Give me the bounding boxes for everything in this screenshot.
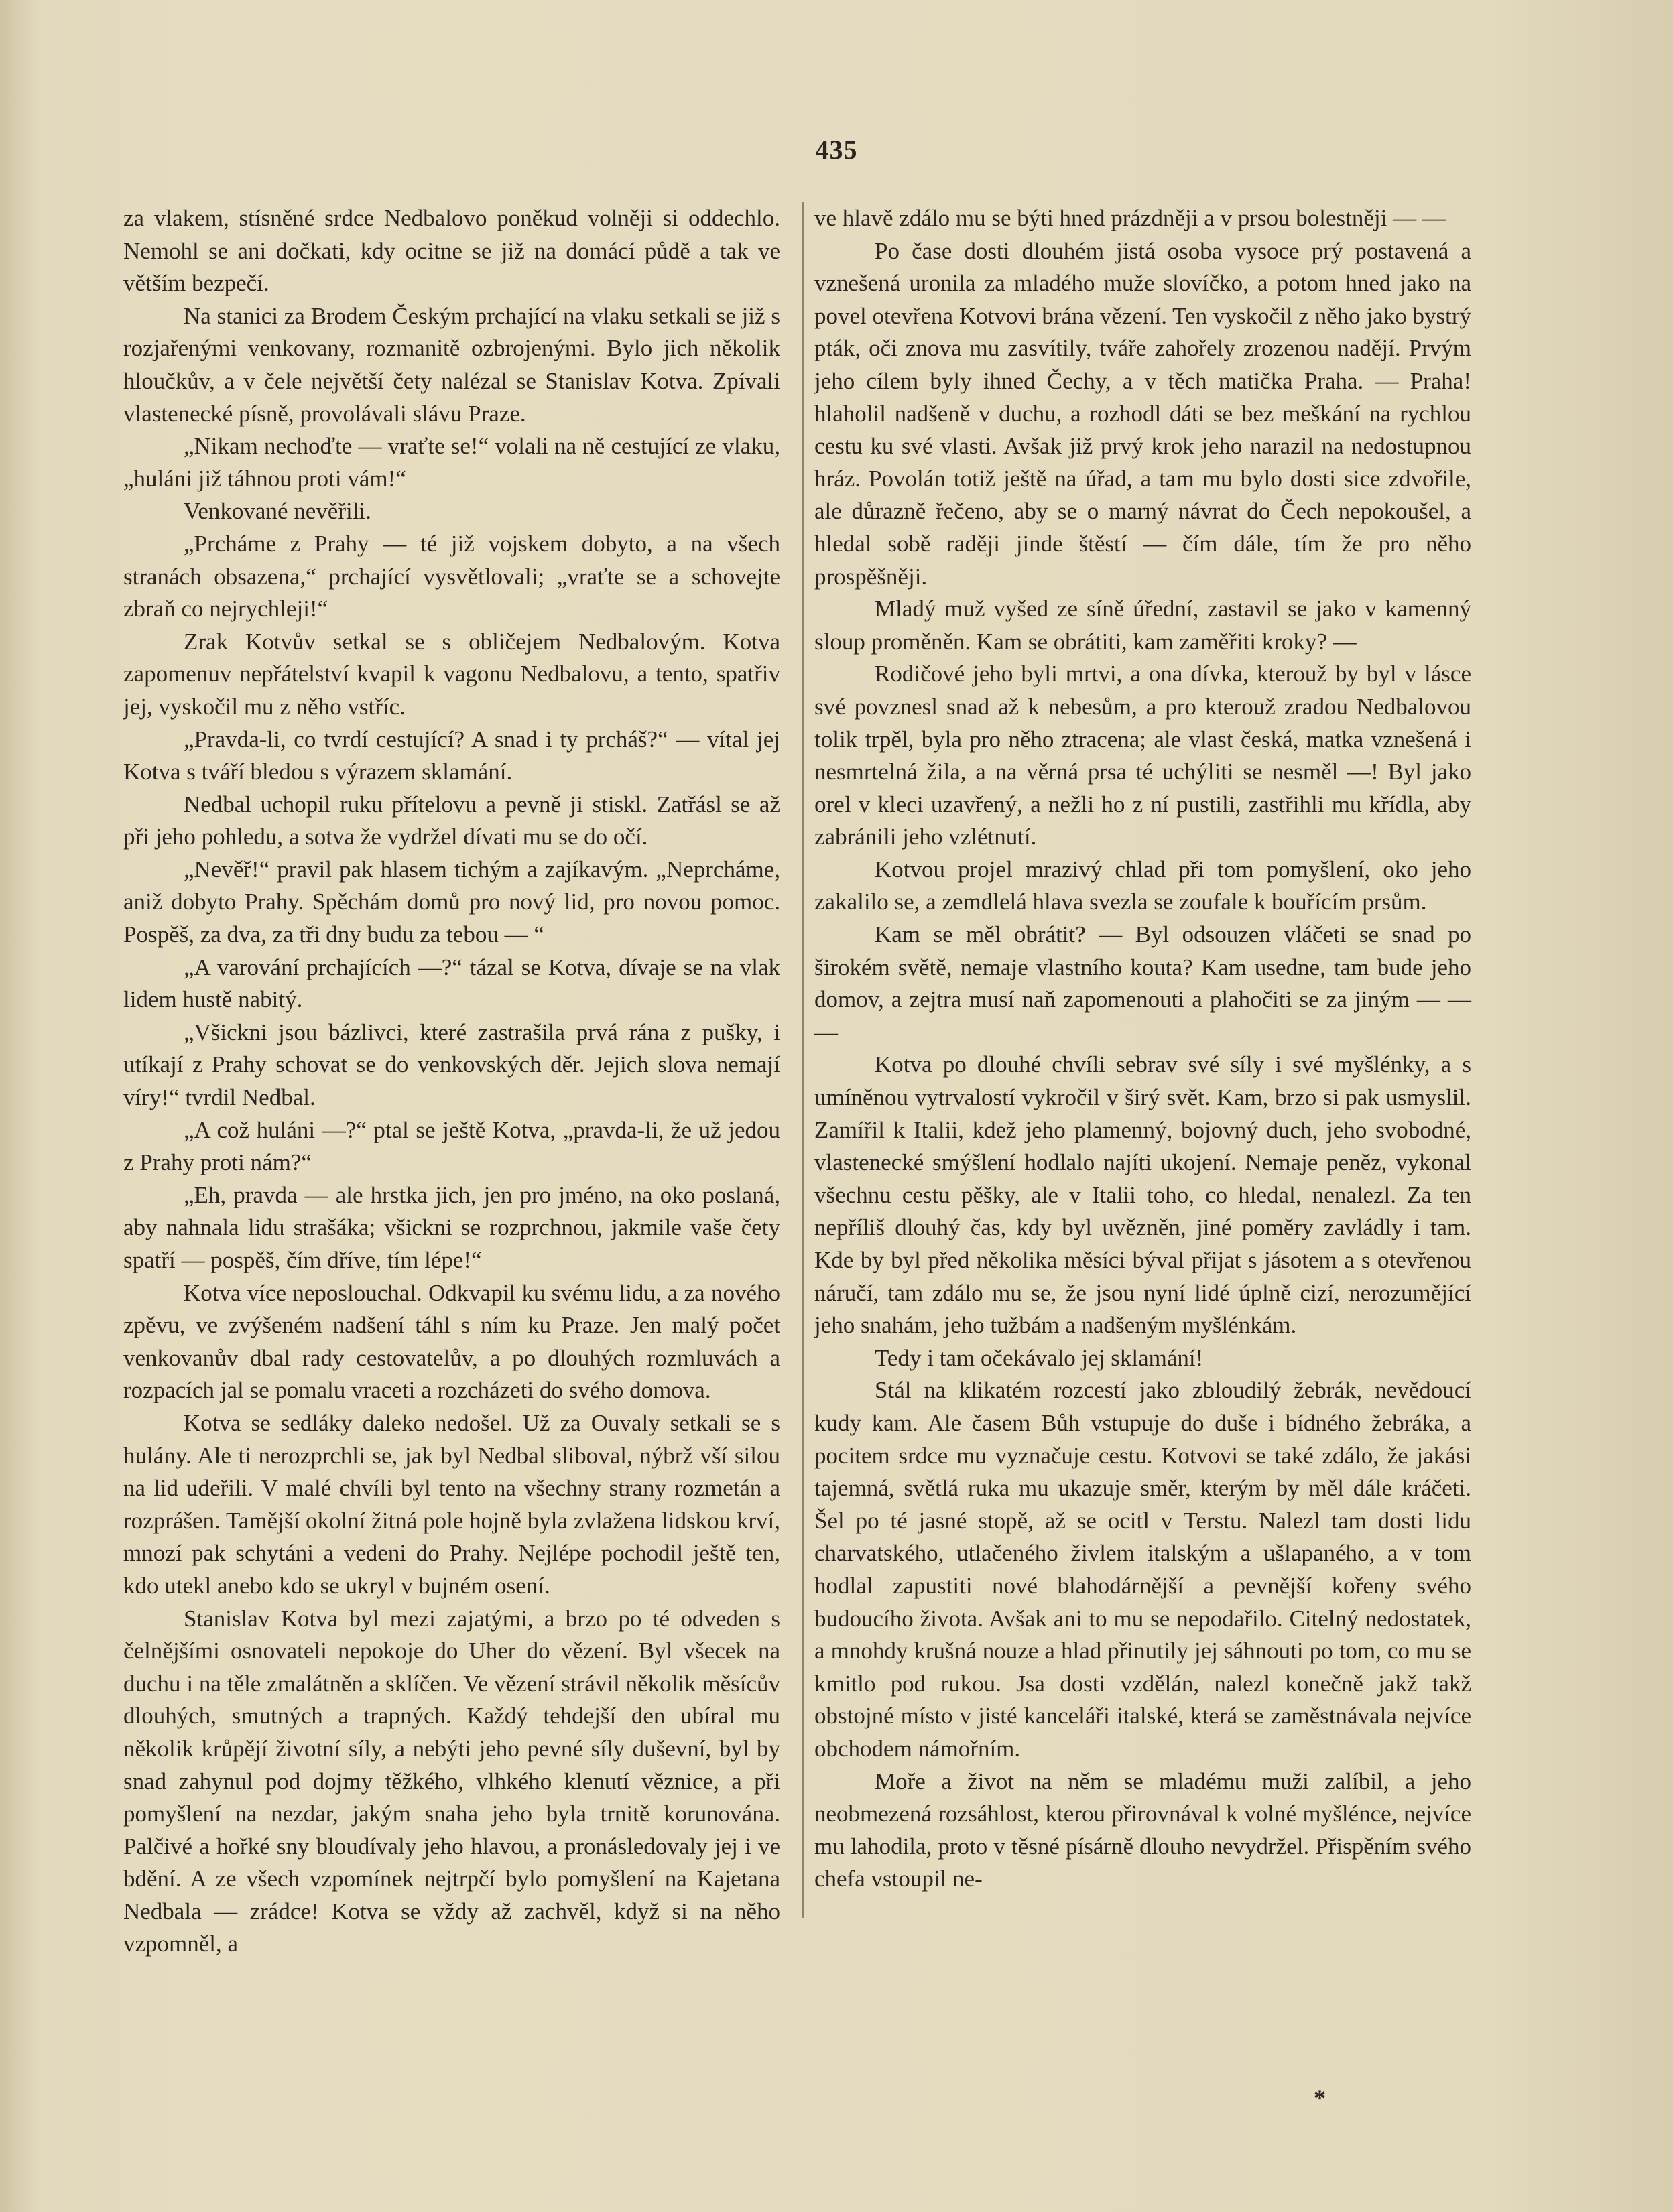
- paragraph: „A varování prchajících —?“ tázal se Kotva, dívaje se na vlak lidem hustě nabitý.: [123, 954, 780, 1013]
- left-column: [123, 202, 780, 1961]
- paragraph: ve hlavě zdálo mu se býti hned prázdněji a v prsou bolestněji — —: [814, 205, 1446, 231]
- paragraph: Tedy i tam očekávalo jej sklamání!: [875, 1344, 1204, 1371]
- paragraph: Nedbal uchopil ruku přítelovu a pevně ji stiskl. Zatřásl se až při jeho pohledu, a sotva že vydržel dívati mu se do očí.: [123, 791, 780, 850]
- paragraph: Stál na klikatém rozcestí jako zbloudilý žebrák, nevědoucí kudy kam. Ale časem Bůh vstupuje do duše i bídného žebráka, a pocitem srdce mu vyznačuje cestu. Kotvovi se také zdálo, že jakási tajemná, světlá ruka mu ukazuje směr, kterým by měl dále kráčeti. Šel po té jasné stopě, až se ocitl v Terstu. Nalezl tam dosti lidu charvatského, utlačeného živlem italským a ušlapaného, a v tom hodlal zapustiti nové blahodárnější a pevnější kořeny svého budoucího života. Avšak ani to mu se nepodařilo. Citelný nedostatek, a mnohdy krušná nouze a hlad přinutily jej sáhnouti po tom, co mu se kmitlo pod rukou. Jsa dosti vzdělán, nalezl konečně jakž takž obstojné místo v jisté kanceláři italské, která se zaměstnávala nejvíce obchodem námořním.: [814, 1377, 1471, 1762]
- paragraph: Kam se měl obrátit? — Byl odsouzen vláčeti se snad po širokém světě, nemaje vlastního kouta? Kam usedne, tam bude jeho domov, a zejtra musí naň zapomenouti a plahočiti se za jiným — — —: [814, 921, 1471, 1045]
- right-column: [814, 202, 1471, 1896]
- paragraph: za vlakem, stísněné srdce Nedbalovo poněkud volněji si oddechlo. Nemohl se ani dočkati, kdy ocitne se již na domácí půdě a tak ve větším bezpečí.: [123, 205, 780, 297]
- paragraph: Zrak Kotvův setkal se s obličejem Nedbalovým. Kotva zapomenuv nepřátelství kvapil k vagonu Nedbalovu, a tento, spatřiv jej, vyskočil mu z něho vstříc.: [123, 628, 780, 720]
- paragraph: „A což huláni —?“ ptal se ještě Kotva, „pravda-li, že už jedou z Prahy proti nám?“: [123, 1116, 780, 1176]
- paragraph: Na stanici za Brodem Českým prchající na vlaku setkali se již s rozjařenými venkovany, rozmanitě ozbrojenými. Bylo jich několik hloučkův, a v čele největší čety nalézal se Stanislav Kotva. Zpívali vlastenecké písně, provolávali slávu Praze.: [123, 302, 780, 427]
- page-number: 435: [815, 135, 858, 165]
- paragraph: „Prcháme z Prahy — té již vojskem dobyto, a na všech stranách obsazena,“ prchající vysvětlovali; „vraťte se a schovejte zbraň co nejrychleji!“: [123, 530, 780, 623]
- paragraph: Kotva více neposlouchal. Odkvapil ku svému lidu, a za nového zpěvu, ve zvýšeném nadšení táhl s ním ku Praze. Jen malý počet venkovanův dbal rady cestovatelův, a po dlouhých rozmluvách a rozpacích jal se pomalu vraceti a rozcházeti do svého domova.: [123, 1279, 780, 1404]
- paragraph: Kotva se sedláky daleko nedošel. Už za Ouvaly setkali se s hulány. Ale ti nerozprchli se, jak byl Nedbal sliboval, nýbrž vší silou na lid udeřili. V malé chvíli byl tento na všechny strany rozmetán a rozprášen. Tamější okolní žitná pole hojně byla zvlažena lidskou krví, mnozí pak schytáni a vedeni do Prahy. Nejlépe pochodil ještě ten, kdo utekl anebo kdo se ukryl v bujném osení.: [123, 1409, 780, 1599]
- paragraph: Stanislav Kotva byl mezi zajatými, a brzo po té odveden s čelnějšími osnovateli nepokoje do Uher do vězení. Byl všecek na duchu i na těle zmalátněn a sklíčen. Ve vězení strávil několik měsícův dlouhých, smutných a trapných. Každý tehdejší den ubíral mu několik krůpějí životní síly, a nebýti jeho pevné síly duševní, byl by snad zahynul pod dojmy těžkého, vlhkého klenutí věznice, a při pomyšlení na nezdar, jakým snaha jeho byla trnitě korunována. Palčivé a hořké sny bloudívaly jeho hlavou, a pronásledovaly jej i ve bdění. A ze všech vzpomínek nejtrpčí bylo pomyšlení na Kajetana Nedbala — zrádce! Kotva se vždy až zachvěl, když si na něho vzpomněl, a: [123, 1605, 780, 1957]
- paragraph: „Pravda-li, co tvrdí cestující? A snad i ty prcháš?“ — vítal jej Kotva s tváří bledou s výrazem sklamání.: [123, 726, 780, 785]
- paragraph: Venkované nevěřili.: [184, 498, 371, 525]
- footnote-mark: *: [1314, 2085, 1326, 2111]
- column-divider: [802, 202, 804, 1918]
- paragraph: „Všickni jsou bázlivci, které zastrašila prvá rána z pušky, i utíkají z Prahy schovat se do venkovských děr. Jejich slova nemají víry!“ tvrdil Nedbal.: [123, 1019, 780, 1111]
- paragraph: Kotva po dlouhé chvíli sebrav své síly i své myšlénky, a s umíněnou vytrvalostí vykročil v širý svět. Kam, brzo si pak usmyslil. Zamířil k Italii, kdež jeho plamenný, bojovný duch, jeho svobodné, vlastenecké smýšlení hodlalo najíti ukojení. Nemaje peněz, vykonal všechnu cestu pěšky, ale v Italii toho, co hledal, nenalezl. Za ten nepříliš dlouhý čas, kdy byl uvězněn, jiné poměry zavládly i tam. Kde by byl před několika měsíci býval přijat s jásotem a s otevřenou náručí, tam zdálo mu se, že jsou nyní lidé úplně cizí, nerozumějící jeho snahám, jeho tužbám a nadšeným myšlénkám.: [814, 1051, 1471, 1339]
- paragraph: „Nikam nechoďte — vraťte se!“ volali na ně cestující ze vlaku, „huláni již táhnou proti vám!“: [123, 433, 780, 492]
- paragraph: „Nevěř!“ pravil pak hlasem tichým a zajíkavým. „Neprcháme, aniž dobyto Prahy. Spěchám domů pro nový lid, pro novou pomoc. Pospěš, za dva, za tři dny budu za tebou — “: [123, 856, 780, 948]
- paragraph: Po čase dosti dlouhém jistá osoba vysoce prý postavená a vznešená uronila za mladého muže slovíčko, a potom hned jako na povel otevřena Kotvovi brána vězení. Ten vyskočil z něho jako bystrý pták, oči znova mu zasvítily, tváře zahořely zrozenou nadějí. Prvým jeho cílem byly ihned Čechy, a v těch matička Praha. — Praha! hlaholil nadšeně v duchu, a rozhodl dáti se bez meškání na rychlou cestu ku své vlasti. Avšak již prvý krok jeho narazil na nedostupnou hráz. Povolán totiž ještě na úřad, a tam mu bylo dosti sice zdvořile, ale důrazně řečeno, aby se o marný návrat do Čech nepokoušel, a hledal sobě raději jinde štěstí — čím dále, tím že pro něho prospěšněji.: [814, 237, 1471, 590]
- paragraph: Rodičové jeho byli mrtvi, a ona dívka, kterouž by byl v lásce své povznesl snad až k nebesům, a pro kterouž zradou Nedbalovou tolik trpěl, byla pro něho ztracena; ale vlast česká, matka vznešená i nesmrtelná žila, a na věrná prsa té uchýliti se nesměl —! Byl jako orel v kleci uzavřený, a nežli ho z ní pustili, zastřihli mu křídla, aby zabránili jeho vzlétnutí.: [814, 661, 1471, 850]
- paragraph: „Eh, pravda — ale hrstka jich, jen pro jméno, na oko poslaná, aby nahnala lidu strašáka; všickni se rozprchnou, jakmile vaše čety spatří — pospěš, čím dříve, tím lépe!“: [123, 1181, 780, 1273]
- paragraph: Kotvou projel mrazivý chlad při tom pomyšlení, oko jeho zakalilo se, a zemdlelá hlava svezla se zoufale k bouřícím prsům.: [814, 856, 1471, 915]
- paragraph: Moře a život na něm se mladému muži zalíbil, a jeho neobmezená rozsáhlost, kterou přirovnával k volné myšlénce, nejvíce mu lahodila, proto v těsné písárně dlouho nevydržel. Přispěním svého chefa vstoupil ne-: [814, 1768, 1471, 1892]
- paragraph: Mladý muž vyšed ze síně úřední, zastavil se jako v kamenný sloup proměněn. Kam se obrátiti, kam zaměřiti kroky? —: [814, 596, 1471, 655]
